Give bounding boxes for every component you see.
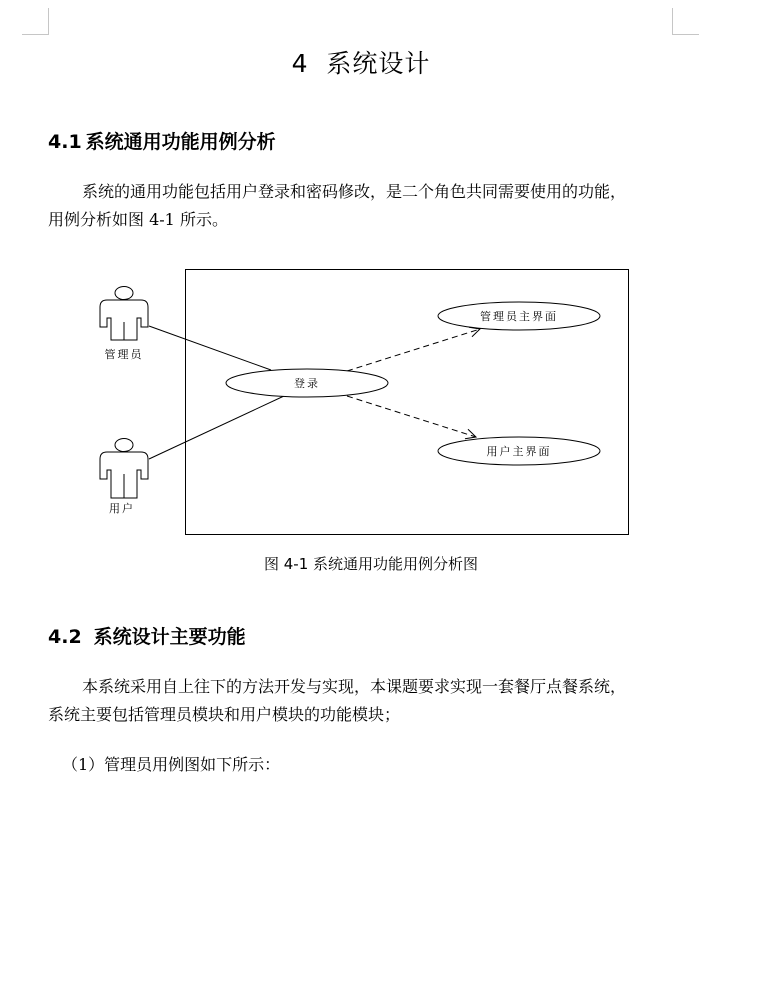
chapter-title [0, 44, 722, 80]
use-case-admin-main [438, 302, 600, 330]
paragraph-line [48, 206, 698, 234]
use-case-label-login: 登录 [294, 377, 320, 390]
use-case-user-main [438, 437, 600, 465]
actor-admin [100, 287, 148, 362]
actor-head [115, 287, 133, 300]
section-heading-4-1 [48, 127, 276, 154]
section-heading-4-2 [48, 622, 246, 649]
section-number: 4.2 [48, 626, 82, 648]
actor-label-user: 用户 [109, 502, 135, 515]
use-case-label-user-main: 用户主界面 [486, 445, 552, 458]
paragraph-line-text: 系统的通用功能包括用户登录和密码修改，是二个角色共同需要使用的功能， [82, 182, 627, 201]
figure-caption: 图 4-1 系统通用功能用例分析图 [263, 555, 479, 573]
paragraph-line [48, 178, 698, 206]
paragraph-line [48, 701, 698, 729]
actor-user [100, 439, 148, 516]
use-case-diagram-figure [0, 260, 782, 550]
section-title: 系统设计主要功能 [93, 626, 246, 648]
use-case-diagram [0, 260, 782, 550]
use-case-login [226, 369, 388, 397]
paragraph-main-functions [48, 673, 698, 729]
paragraph-line-text: 系统主要包括管理员模块和用户模块的功能模块； [48, 705, 401, 724]
association-user-login [149, 396, 284, 459]
dependency-login-user-main [347, 396, 476, 437]
dependency-login-admin-main [347, 329, 480, 371]
paragraph-common-functions [48, 178, 698, 234]
paragraph-line-text: 本系统采用自上往下的方法开发与实现，本课题要求实现一套餐厅点餐系统， [82, 677, 627, 696]
section-title: 系统通用功能用例分析 [85, 131, 276, 153]
actor-label-admin: 管理员 [104, 348, 144, 361]
paragraph-line [48, 673, 698, 701]
section-number: 4.1 [48, 131, 82, 153]
page-corner-mark-top-left [22, 8, 49, 35]
chapter-title-text: 系统设计 [326, 49, 431, 78]
chapter-number: 4 [291, 49, 309, 78]
list-item-admin-use-case: （1）管理员用例图如下所示： [62, 755, 281, 774]
paragraph-line-text: 用例分析如图 4-1 所示。 [48, 210, 228, 229]
use-case-label-admin-main: 管理员主界面 [480, 310, 558, 323]
page-corner-mark-top-right [672, 8, 699, 35]
actor-head [115, 439, 133, 452]
association-admin-login [149, 326, 271, 370]
